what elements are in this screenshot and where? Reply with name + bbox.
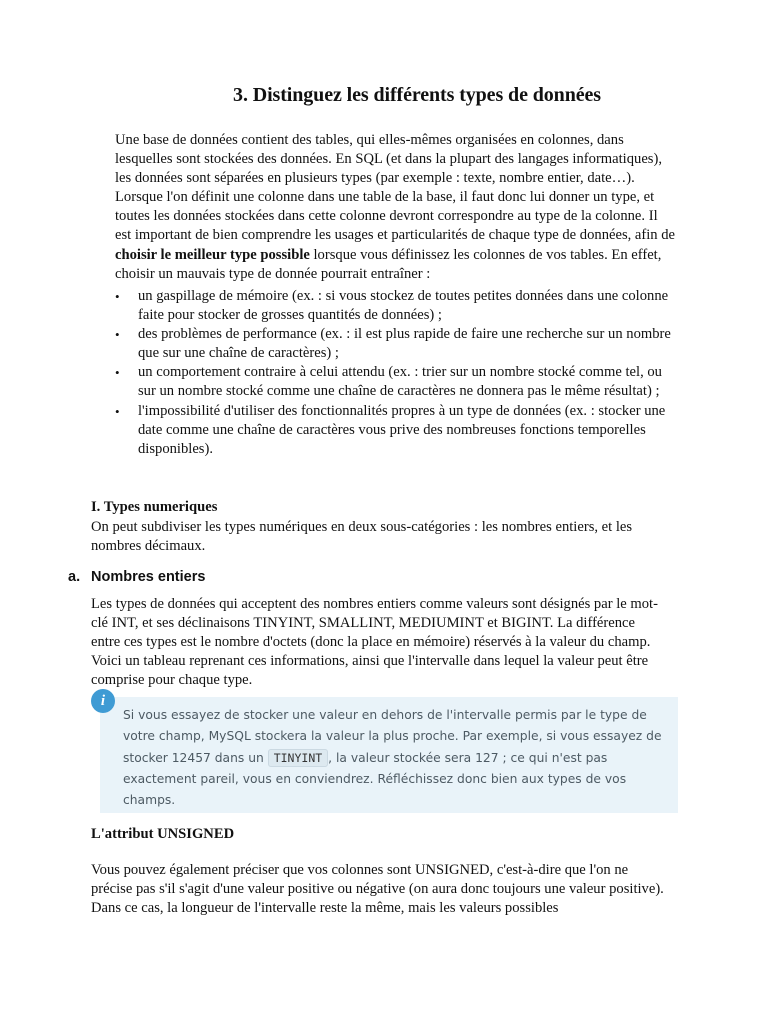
list-item-text: un gaspillage de mémoire (ex. : si vous stockez de toutes petites données dans une colonne faite pour stocker de grosses quantités de données) ; xyxy=(138,288,669,324)
intro-paragraph xyxy=(115,131,677,284)
subsection-number: a. xyxy=(68,569,81,585)
list-item xyxy=(115,402,677,459)
intro-bold-text: choisir le meilleur type possible xyxy=(115,246,310,263)
list-item-text: un comportement contraire à celui attendu (ex. : trier sur un nombre stocké comme tel, ou sur un nombre stocké comme une chaîne de caractères ne donnera pas le même résultat) ; xyxy=(138,364,662,400)
intro-text-part1: Une base de données contient des tables, qui elles-mêmes organisées en colonnes, dans lesquelles sont stockées des données. En SQL (et dans la plupart des langages informatiques), les données sont séparées en plusieurs types (par exemple : texte, nombre entier, date…). Lorsque l'on définit une colonne dans une table de la base, il faut donc lui donner un type, et toutes les données stockées dans cette colonne devront correspondre au type de la colonne. Il est important de bien comprendre les usages et particularités de chaque type de données, afin de xyxy=(115,132,676,244)
integers-paragraph: Les types de données qui acceptent des nombres entiers comme valeurs sont désignés par le mot-clé INT, et ses déclinaisons TINYINT, SMALLINT, MEDIUMINT et BIGINT. La différence entre ces types est le nombre d'octets (donc la place en mémoire) réservés à la valeur du champ. Voici un tableau reprenant ces informations, ainsi que l'intervalle dans lequel la valeur peut être comprise pour chaque type. xyxy=(91,596,658,689)
info-icon: i xyxy=(91,689,115,713)
intro-text-part2: lorsque vous définissez les colonnes de vos tables. En effet, choisir un mauvais type de donnée pourrait entraîner : xyxy=(115,246,662,282)
bullet-icon: • xyxy=(115,365,120,381)
inline-code-tinyint: TINYINT xyxy=(268,749,328,767)
section-heading-numeric-types: I. Types numeriques xyxy=(91,499,218,515)
section-heading-unsigned: L'attribut UNSIGNED xyxy=(91,826,235,842)
subsection-heading-integers xyxy=(68,569,205,585)
subsection-title: Nombres entiers xyxy=(91,569,206,585)
list-item xyxy=(115,363,677,401)
bullet-icon: • xyxy=(115,289,120,304)
consequences-list xyxy=(115,287,677,459)
info-text-after: , la valeur stockée sera 127 ; ce qui n'est pas exactement pareil, vous en conviendrez. Réfléchissez donc bien aux types de vos champs. xyxy=(123,750,627,808)
list-item xyxy=(115,325,677,363)
list-item-text: des problèmes de performance (ex. : il est plus rapide de faire une recherche sur un nombre que sur une chaîne de caractères) ; xyxy=(138,326,671,362)
bullet-icon: • xyxy=(115,327,120,343)
numeric-types-paragraph: On peut subdiviser les types numériques en deux sous-catégories : les nombres entiers, et les nombres décimaux. xyxy=(91,519,633,555)
info-text-before: Si vous essayez de stocker une valeur en dehors de l'intervalle permis par le type de votre champ, MySQL stockera la valeur la plus proche. Par exemple, si vous essayez de stocker 12457 dans un xyxy=(123,708,662,765)
bullet-icon: • xyxy=(115,403,120,419)
list-item xyxy=(115,287,677,325)
page-title: 3. Distinguez les différents types de données xyxy=(233,84,601,106)
info-callout-text xyxy=(123,705,671,811)
unsigned-paragraph: Vous pouvez également préciser que vos colonnes sont UNSIGNED, c'est-à-dire que l'on ne précise pas s'il s'agit d'une valeur positive ou négative (on aura donc toujours une valeur positive). Dans ce cas, la longueur de l'intervalle reste la même, mais les valeurs possibles xyxy=(91,862,664,917)
list-item-text: l'impossibilité d'utiliser des fonctionnalités propres à un type de données (ex. : stocker une date comme une chaîne de caractères vous prive des nombreuses fonctions temporelles disponibles). xyxy=(138,402,666,457)
